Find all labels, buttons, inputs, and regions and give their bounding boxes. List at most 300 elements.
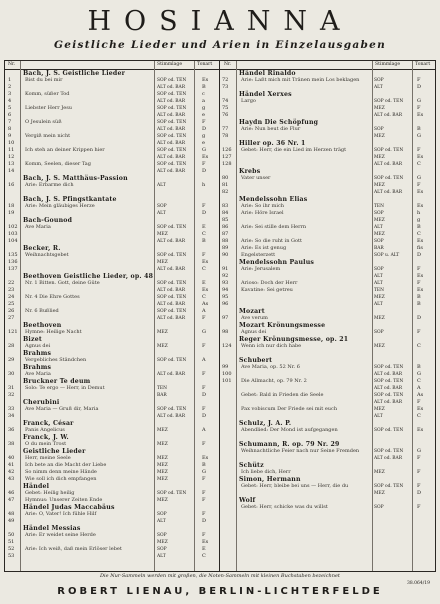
catalog-row [5, 315, 219, 322]
piece-title: Arie: Höre Israel [241, 210, 284, 216]
catalog-row [5, 427, 219, 434]
item-number: 74 [222, 98, 229, 104]
key-signature: h [202, 182, 206, 188]
catalog-row [220, 280, 435, 287]
key-signature: F [202, 161, 206, 167]
voice-range: SOP od. TEN [374, 484, 404, 489]
key-signature: D [417, 84, 422, 90]
catalog-row [220, 490, 435, 497]
piece-title: Hymne: Heilige Nacht [25, 329, 82, 335]
key-signature: Es [417, 273, 424, 279]
composer-name: Mozart [239, 308, 265, 315]
voice-range: SOP [374, 127, 384, 132]
catalog-row [220, 392, 435, 399]
item-number: 92 [222, 273, 229, 279]
piece-title: Arie: Es ist genug [241, 245, 287, 251]
piece-title: Hymnus: Unserer Zeiten Ende [25, 497, 103, 503]
composer-heading [5, 217, 219, 224]
key-signature: Es [202, 539, 209, 545]
column-header-stimmlage-right: Stimmlage [375, 62, 401, 67]
composer-name: Händel Judas Maccabäus [23, 504, 115, 511]
catalog-row [5, 371, 219, 378]
key-signature: Es [417, 406, 424, 412]
item-number: 42 [8, 469, 15, 475]
item-number: 87 [222, 231, 229, 237]
piece-title: Gebet: Herr, schicke was du willst [241, 504, 328, 510]
item-number: 11 [8, 147, 15, 153]
key-signature: F [417, 329, 421, 335]
catalog-row [5, 210, 219, 217]
catalog-row [5, 406, 219, 413]
item-number: 3 [8, 91, 12, 97]
item-number: 36 [8, 427, 15, 433]
voice-range: SOP od. TEN [157, 92, 187, 97]
item-number: 33 [8, 406, 15, 412]
item-number: 91 [222, 266, 229, 272]
voice-range: MEZ [157, 330, 168, 335]
voice-range: ALT od. BAR [157, 239, 186, 244]
footnote: Die Nur-Sammeln werden mit großen, die Noten-Sammeln mit kleinen Buchstaben bezeichnet [100, 573, 340, 579]
piece-title: Gebet: Bald in Frieden die Seele [241, 392, 324, 398]
item-number: 82 [222, 189, 229, 195]
catalog-row [5, 343, 219, 350]
item-number: 99 [222, 364, 229, 370]
key-signature: G [417, 98, 421, 104]
key-signature: F [417, 147, 421, 153]
composer-heading [220, 119, 435, 126]
item-number: 30 [8, 371, 15, 377]
item-number: 97 [222, 315, 229, 321]
catalog-row [5, 455, 219, 462]
key-signature: B [202, 462, 206, 468]
page-subtitle: Geistliche Lieder und Arien in Einzelausgaben [53, 39, 387, 51]
item-number: 52 [8, 546, 15, 552]
composer-heading [5, 504, 219, 511]
voice-range: SOP od. TEN [157, 295, 187, 300]
composer-heading [220, 462, 435, 469]
key-signature: G [417, 448, 421, 454]
voice-range: TEN [374, 288, 384, 293]
voice-range: SOP [374, 78, 384, 83]
catalog-row [220, 378, 435, 385]
composer-name: Händel Xerxes [239, 91, 292, 98]
voice-range: ALT [374, 274, 383, 279]
voice-range: SOP od. TEN [374, 393, 404, 398]
voice-range: ALT od. BAR [374, 400, 403, 405]
voice-range: MEZ [157, 470, 168, 475]
key-signature: F [417, 105, 421, 111]
item-number: 98 [222, 329, 229, 335]
column-header-tonart-right: Tonart [415, 62, 431, 67]
voice-range: SOP [374, 505, 384, 510]
voice-range: ALT [374, 302, 383, 307]
key-signature: G [202, 147, 206, 153]
catalog-row [220, 210, 435, 217]
catalog-row [5, 84, 219, 91]
piece-title: Weihnachtsgebet [25, 252, 69, 258]
item-number: 2 [8, 84, 12, 90]
catalog-row [5, 385, 219, 392]
voice-range: ALT od. BAR [374, 386, 403, 391]
composer-name: Becker, R. [23, 245, 61, 252]
column-header-no-left: Nr. [8, 62, 16, 67]
key-signature: C [202, 266, 206, 272]
composer-name: Franck, César [23, 420, 74, 427]
key-signature: F [202, 371, 206, 377]
composer-heading [5, 378, 219, 385]
catalog-row [5, 98, 219, 105]
key-signature: D [417, 490, 422, 496]
piece-title: Komm, Seelen, dieser Tag [25, 161, 91, 167]
catalog-row [5, 511, 219, 518]
piece-title: Nr. 1 Bitten. Gott, deine Güte [25, 280, 100, 286]
item-number: 85 [222, 217, 229, 223]
voice-range: SOP [374, 267, 384, 272]
composer-heading [5, 483, 219, 490]
catalog-row [5, 189, 219, 196]
composer-heading [220, 196, 435, 203]
composer-heading [220, 336, 435, 343]
item-number: 18 [8, 203, 15, 209]
item-number: 127 [222, 154, 232, 160]
piece-title: Arie: Jerusalem [241, 266, 281, 272]
key-signature: B [202, 84, 206, 90]
composer-name: Beethoven Geistliche Lieder, op. 48 [23, 273, 154, 280]
voice-range: ALT od. BAR [157, 127, 186, 132]
key-signature: C [417, 161, 421, 167]
key-signature: fis [417, 245, 423, 251]
item-number: 72 [222, 77, 229, 83]
composer-name: Brahms [23, 364, 52, 371]
composer-name: Geistliche Lieder [23, 448, 86, 455]
composer-name: Schubert [239, 357, 273, 364]
voice-range: SOP od. TEN [374, 449, 404, 454]
key-signature: F [202, 385, 206, 391]
voice-range: MEZ [157, 260, 168, 265]
key-signature: Es [417, 112, 424, 118]
key-signature: Es [417, 154, 424, 160]
catalog-row [5, 154, 219, 161]
composer-heading [5, 196, 219, 203]
voice-range: ALT od. BAR [157, 372, 186, 377]
voice-range: ALT od. BAR [157, 141, 186, 146]
catalog-row [5, 539, 219, 546]
piece-title: Abendlied: Der Mond ist aufgegangen [241, 427, 338, 433]
catalog-row [220, 98, 435, 105]
catalog-row [5, 308, 219, 315]
catalog-row [220, 77, 435, 84]
key-signature: F [417, 266, 421, 272]
item-number: 50 [8, 532, 15, 538]
piece-title: Agnus dei [25, 343, 51, 349]
piece-title: Arie: Er weidet seine Herde [25, 532, 96, 538]
piece-title: Arie: So ihr mich [241, 203, 285, 209]
catalog-row [220, 329, 435, 336]
catalog-row [220, 343, 435, 350]
item-number: 104 [8, 238, 18, 244]
left-column [5, 70, 219, 560]
catalog-row [5, 301, 219, 308]
piece-title: So nimm denn meine Hände [25, 469, 97, 475]
key-signature: F [202, 406, 206, 412]
key-signature: Es [417, 427, 424, 433]
key-signature: F [202, 532, 206, 538]
voice-range: MEZ [374, 218, 385, 223]
key-signature: F [202, 343, 206, 349]
catalog-row [5, 497, 219, 504]
catalog-row [220, 385, 435, 392]
item-number: 103 [8, 231, 18, 237]
voice-range: SOP od. TEN [157, 407, 187, 412]
catalog-row [5, 518, 219, 525]
piece-title: Die Allmacht, op. 79 Nr. 2 [241, 378, 307, 384]
key-signature: D [202, 392, 207, 398]
voice-range: ALT [374, 85, 383, 90]
composer-name: Bach, J. S. Pfingstkantate [23, 196, 117, 203]
key-signature: Es [417, 189, 424, 195]
key-signature: B [417, 364, 421, 370]
voice-range: TEN [374, 204, 384, 209]
voice-range: ALT od. BAR [157, 267, 186, 272]
composer-name: Schumann, R. op. 79 Nr. 29 [239, 441, 340, 448]
key-signature: Es [202, 77, 209, 83]
piece-title: Ave verum [241, 315, 268, 321]
voice-range: SOP od. TEN [157, 120, 187, 125]
composer-heading [220, 140, 435, 147]
voice-range: MEZ [374, 155, 385, 160]
piece-title: Ave Maria [25, 371, 51, 377]
catalog-row [5, 266, 219, 273]
composer-heading [220, 91, 435, 98]
key-signature: E [202, 224, 206, 230]
voice-range: SOP od. TEN [157, 134, 187, 139]
piece-title: Ich steh an deiner Krippen hier [25, 147, 105, 153]
composer-name: Franck, J. W. [23, 434, 69, 441]
voice-range: MEZ [374, 106, 385, 111]
item-number: 136 [8, 259, 18, 265]
key-signature: B [417, 224, 421, 230]
voice-range: ALT od. BAR [374, 162, 403, 167]
composer-heading [5, 336, 219, 343]
voice-range: ALT od. BAR [157, 113, 186, 118]
item-number: 41 [8, 462, 15, 468]
item-number: 77 [222, 126, 229, 132]
catalog-row [5, 168, 219, 175]
item-number: 96 [222, 301, 229, 307]
voice-range: BAR [374, 246, 384, 251]
item-number: 16 [8, 182, 15, 188]
item-number: 24 [8, 294, 15, 300]
catalog-row [5, 203, 219, 210]
composer-heading [5, 322, 219, 329]
composer-heading [5, 350, 219, 357]
item-number: 38 [8, 441, 15, 447]
composer-name: Bach, J. S. Matthäus-Passion [23, 175, 128, 182]
piece-title: Gebet: Herr, bleibe bei uns — Herr, die du [241, 483, 349, 489]
key-signature: F [417, 399, 421, 405]
voice-range: SOP od. TEN [157, 78, 187, 83]
voice-range: SOP [374, 330, 384, 335]
key-signature: G [202, 329, 206, 335]
key-signature: e [202, 112, 205, 118]
catalog-row [220, 189, 435, 196]
piece-title: Arie: Sei stille dem Herrn [241, 224, 307, 230]
key-signature: F [417, 182, 421, 188]
voice-range: MEZ [157, 456, 168, 461]
item-number: 93 [222, 280, 229, 286]
catalog-row [5, 294, 219, 301]
piece-title: Nr. 4 Die Ehre Gottes [25, 294, 80, 300]
item-number: 75 [222, 105, 229, 111]
item-number: 34 [8, 413, 15, 419]
catalog-row [220, 266, 435, 273]
catalog-row [5, 105, 219, 112]
voice-range: SOP od. TEN [374, 99, 404, 104]
composer-heading [5, 364, 219, 371]
piece-title: Ich liebe dich, Herr [241, 469, 291, 475]
voice-range: SOP od. TEN [157, 148, 187, 153]
item-number: 126 [222, 147, 232, 153]
key-signature: F [202, 490, 206, 496]
voice-range: MEZ [157, 477, 168, 482]
catalog-row [5, 252, 219, 259]
composer-name: Brahms [23, 350, 52, 357]
composer-name: Händel Rinaldo [239, 70, 296, 77]
item-number: 100 [222, 371, 232, 377]
catalog-row [5, 231, 219, 238]
catalog-row [5, 469, 219, 476]
voice-range: MEZ [374, 470, 385, 475]
voice-range: MEZ [374, 295, 385, 300]
piece-title: Agnus dei [241, 329, 267, 335]
item-number: 1 [8, 77, 12, 83]
right-column [220, 70, 435, 511]
piece-title: Arie: Ich weiß, daß mein Erlöser lebet [25, 546, 122, 552]
item-number: 40 [8, 455, 15, 461]
piece-title: Komm, süßer Tod [25, 91, 70, 97]
voice-range: MEZ [157, 498, 168, 503]
voice-range: ALT [157, 183, 166, 188]
voice-range: ALT [157, 519, 166, 524]
piece-title: Panis Angelicus [25, 427, 65, 433]
item-number: 73 [222, 84, 229, 90]
composer-name: Bach, J. S. Geistliche Lieder [23, 70, 126, 77]
piece-title: Largo [241, 98, 256, 104]
composer-heading [220, 420, 435, 427]
piece-title: Wie soll ich dich empfangen [25, 476, 97, 482]
voice-range: ALT od. BAR [157, 302, 186, 307]
voice-range: ALT od. BAR [374, 190, 403, 195]
item-number: 29 [8, 357, 15, 363]
voice-range: SOP od. TEN [157, 281, 187, 286]
catalog-row [220, 301, 435, 308]
piece-title: Kavatine: Sei getreu [241, 287, 293, 293]
voice-range: MEZ [157, 463, 168, 468]
voice-range: ALT od. BAR [157, 414, 186, 419]
piece-title: Arioso: Doch der Herr [241, 280, 298, 286]
piece-title: Nr. 6 Bußlied [25, 308, 59, 314]
column-header-stimmlage-left: Stimmlage [157, 62, 183, 67]
voice-range: MEZ [374, 232, 385, 237]
voice-range: MEZ [374, 344, 385, 349]
item-number: 23 [8, 287, 15, 293]
voice-range: MEZ [157, 232, 168, 237]
key-signature: F [202, 511, 206, 517]
piece-title: Arie: Mein gläubiges Herze [25, 203, 95, 209]
item-number: 6 [8, 112, 12, 118]
key-signature: D [417, 315, 422, 321]
catalog-row [220, 133, 435, 140]
catalog-row [220, 231, 435, 238]
voice-range: SOP od. TEN [157, 309, 187, 314]
catalog-row [5, 476, 219, 483]
catalog-row [220, 238, 435, 245]
catalog-row [220, 161, 435, 168]
voice-range: SOP od. TEN [157, 106, 187, 111]
catalog-row [5, 238, 219, 245]
column-header-tonart-left: Tonart [197, 62, 213, 67]
key-signature: A [202, 308, 206, 314]
piece-title: Herr, meine Seele [25, 455, 71, 461]
item-number: 7 [8, 119, 12, 125]
key-signature: A [417, 385, 421, 391]
voice-range: TEN [157, 386, 167, 391]
item-number: 43 [8, 476, 15, 482]
catalog-row [220, 455, 435, 462]
composer-heading [220, 476, 435, 483]
key-signature: B [202, 238, 206, 244]
composer-heading [5, 420, 219, 427]
composer-name: Mendelssohn Elias [239, 196, 308, 203]
catalog-row [220, 147, 435, 154]
item-number: 95 [222, 294, 229, 300]
composer-heading [5, 245, 219, 252]
voice-range: ALT od. BAR [157, 85, 186, 90]
voice-range: BAR [157, 393, 167, 398]
key-signature: F [417, 469, 421, 475]
catalog-row [5, 413, 219, 420]
catalog-row [220, 448, 435, 455]
key-signature: e [202, 140, 205, 146]
item-number: 84 [222, 210, 229, 216]
voice-range: MEZ [374, 407, 385, 412]
composer-heading [5, 70, 219, 77]
composer-name: Hiller op. 36 Nr. 1 [239, 140, 306, 147]
piece-title: Arie: So die ruht in Gott [241, 238, 303, 244]
catalog-row [220, 350, 435, 357]
piece-title: O Jesulein süß [25, 119, 62, 125]
catalog-table [4, 60, 436, 572]
key-signature: D [202, 168, 207, 174]
key-signature: Es [202, 287, 209, 293]
item-number: 27 [8, 315, 15, 321]
catalog-row [5, 224, 219, 231]
key-signature: Es [417, 287, 424, 293]
catalog-row [5, 77, 219, 84]
key-signature: A [202, 357, 206, 363]
key-signature: h [417, 210, 421, 216]
catalog-row [5, 91, 219, 98]
catalog-row [5, 532, 219, 539]
voice-range: SOP od. TEN [374, 365, 404, 370]
key-signature: D [202, 126, 207, 132]
voice-range: ALT od. BAR [374, 456, 403, 461]
composer-name: Bizet [23, 336, 42, 343]
piece-title: Ave Maria [25, 224, 51, 230]
item-number: 9 [8, 133, 12, 139]
item-number: 26 [8, 308, 15, 314]
key-signature: D [202, 210, 207, 216]
